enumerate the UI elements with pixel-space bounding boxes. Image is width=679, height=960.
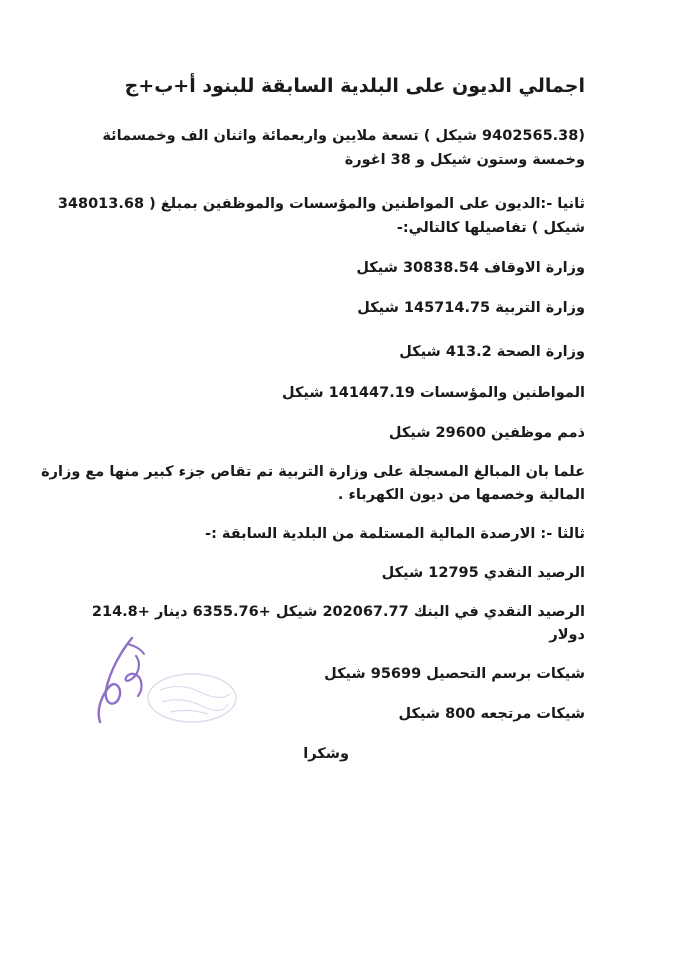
second-section-line-1: ثانيا -:الديون على المواطنين والمؤسسات والموظفين بمبلغ ( 348013.68 xyxy=(57,196,585,212)
education-ministry-debt: وزارة التربية 145714.75 شيكل xyxy=(357,300,585,316)
bank-balance-line-1: الرصيد النقدي في البنك 202067.77 شيكل +6355.76 دينار +214.8 xyxy=(91,604,585,620)
total-amount-line-1: (9402565.38 شيكل ) تسعة ملايين واربعمائة واثنان الف وخمسمائة xyxy=(102,128,585,144)
handwritten-signature xyxy=(92,630,152,730)
cash-balance: الرصيد النقدي 12795 شيكل xyxy=(381,565,585,581)
bank-balance-line-2: دولار xyxy=(549,627,585,643)
total-amount-line-2: وخمسة وستون شيكل و 38 اغورة xyxy=(344,152,585,168)
page-title: اجمالي الديون على البلدية السابقة للبنود أ+ب+ج xyxy=(124,75,585,97)
note-line-2: المالية وخصمها من ديون الكهرباء . xyxy=(337,487,585,503)
second-section-line-2: شيكل ) تفاصيلها كالتالي:- xyxy=(396,220,585,236)
health-ministry-debt: وزارة الصحة 413.2 شيكل xyxy=(399,344,585,360)
note-line-1: علما بان المبالغ المسجلة على وزارة التربية تم تقاص جزء كبير منها مع وزارة xyxy=(41,464,585,480)
employees-receivables: ذمم موظفين 29600 شيكل xyxy=(388,425,585,441)
third-section-heading: ثالثا -: الارصدة المالية المستلمة من البلدية السابقة :- xyxy=(205,526,585,542)
cheques-for-collection: شيكات برسم التحصيل 95699 شيكل xyxy=(324,666,585,682)
awqaf-ministry-debt: وزارة الاوقاف 30838.54 شيكل xyxy=(356,260,585,276)
returned-cheques: شيكات مرتجعه 800 شيكل xyxy=(398,706,585,722)
closing-thanks: وشكرا xyxy=(303,746,349,762)
citizens-institutions-debt: المواطنين والمؤسسات 141447.19 شيكل xyxy=(282,385,585,401)
